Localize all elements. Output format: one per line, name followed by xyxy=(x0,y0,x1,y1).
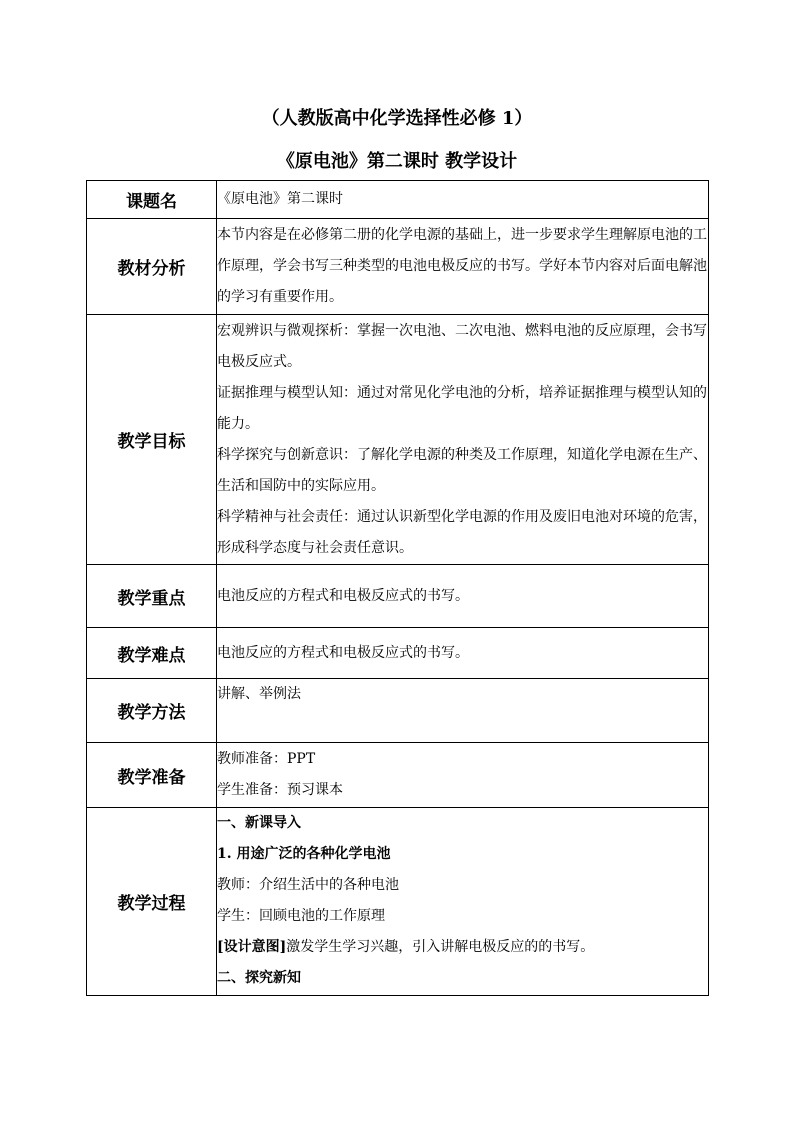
process-design-intent xyxy=(217,932,708,963)
row-content-method: 讲解、举例法 xyxy=(217,679,709,743)
row-content-process xyxy=(217,808,709,996)
process-section-heading: 一、新课导入 xyxy=(217,815,301,831)
row-difficulty xyxy=(87,628,709,679)
row-key-point xyxy=(87,565,709,628)
document-main-title: 《原电池》第二课时 教学设计 xyxy=(276,151,518,172)
process-section-heading: 二、探究新知 xyxy=(217,970,301,986)
row-label-process: 教学过程 xyxy=(87,808,217,996)
row-analysis xyxy=(87,219,709,315)
process-teacher-line: 教师：介绍生活中的各种电池 xyxy=(217,877,399,893)
row-preparation xyxy=(87,743,709,808)
process-student-line: 学生：回顾电池的工作原理 xyxy=(217,908,385,924)
row-process xyxy=(87,808,709,996)
document-series-title: （人教版高中化学选择性必修 1） xyxy=(261,108,533,129)
row-label-topic: 课题名 xyxy=(87,181,217,219)
row-label-method: 教学方法 xyxy=(87,679,217,743)
design-intent-label: [设计意图] xyxy=(217,939,287,955)
row-content-preparation xyxy=(217,743,709,808)
goal-item: 宏观辨识与微观探析：掌握一次电池、二次电池、燃料电池的反应原理，会书写电极反应式。 xyxy=(217,322,707,370)
teacher-preparation: 教师准备：PPT xyxy=(217,751,316,767)
row-content-goals xyxy=(217,315,709,565)
row-label-goals: 教学目标 xyxy=(87,315,217,565)
row-goals xyxy=(87,315,709,565)
row-content-key-point: 电池反应的方程式和电极反应式的书写。 xyxy=(217,565,709,628)
student-preparation: 学生准备：预习课本 xyxy=(217,782,343,798)
design-intent-text: 激发学生学习兴趣，引入讲解电极反应的的书写。 xyxy=(286,939,595,955)
row-label-difficulty: 教学难点 xyxy=(87,628,217,679)
process-subheading: 1. 用途广泛的各种化学电池 xyxy=(217,846,391,862)
row-method xyxy=(87,679,709,743)
row-content-difficulty: 电池反应的方程式和电极反应式的书写。 xyxy=(217,628,709,679)
row-label-analysis: 教材分析 xyxy=(87,219,217,315)
row-content-analysis: 本节内容是在必修第二册的化学电源的基础上，进一步要求学生理解原电池的工作原理，学会书写三种类型的电池电极反应的书写。学好本节内容对后面电解池的学习有重要作用。 xyxy=(217,219,709,315)
row-content-topic: 《原电池》第二课时 xyxy=(217,181,709,219)
goal-item: 科学精神与社会责任：通过认识新型化学电源的作用及废旧电池对环境的危害，形成科学态度与社会责任意识。 xyxy=(217,508,707,556)
lesson-plan-table xyxy=(86,180,709,996)
goal-item: 科学探究与创新意识：了解化学电源的种类及工作原理，知道化学电源在生产、生活和国防中的实际应用。 xyxy=(217,446,707,494)
row-label-preparation: 教学准备 xyxy=(87,743,217,808)
goal-item: 证据推理与模型认知：通过对常见化学电池的分析，培养证据推理与模型认知的能力。 xyxy=(217,384,707,432)
row-topic xyxy=(87,181,709,219)
row-label-key-point: 教学重点 xyxy=(87,565,217,628)
